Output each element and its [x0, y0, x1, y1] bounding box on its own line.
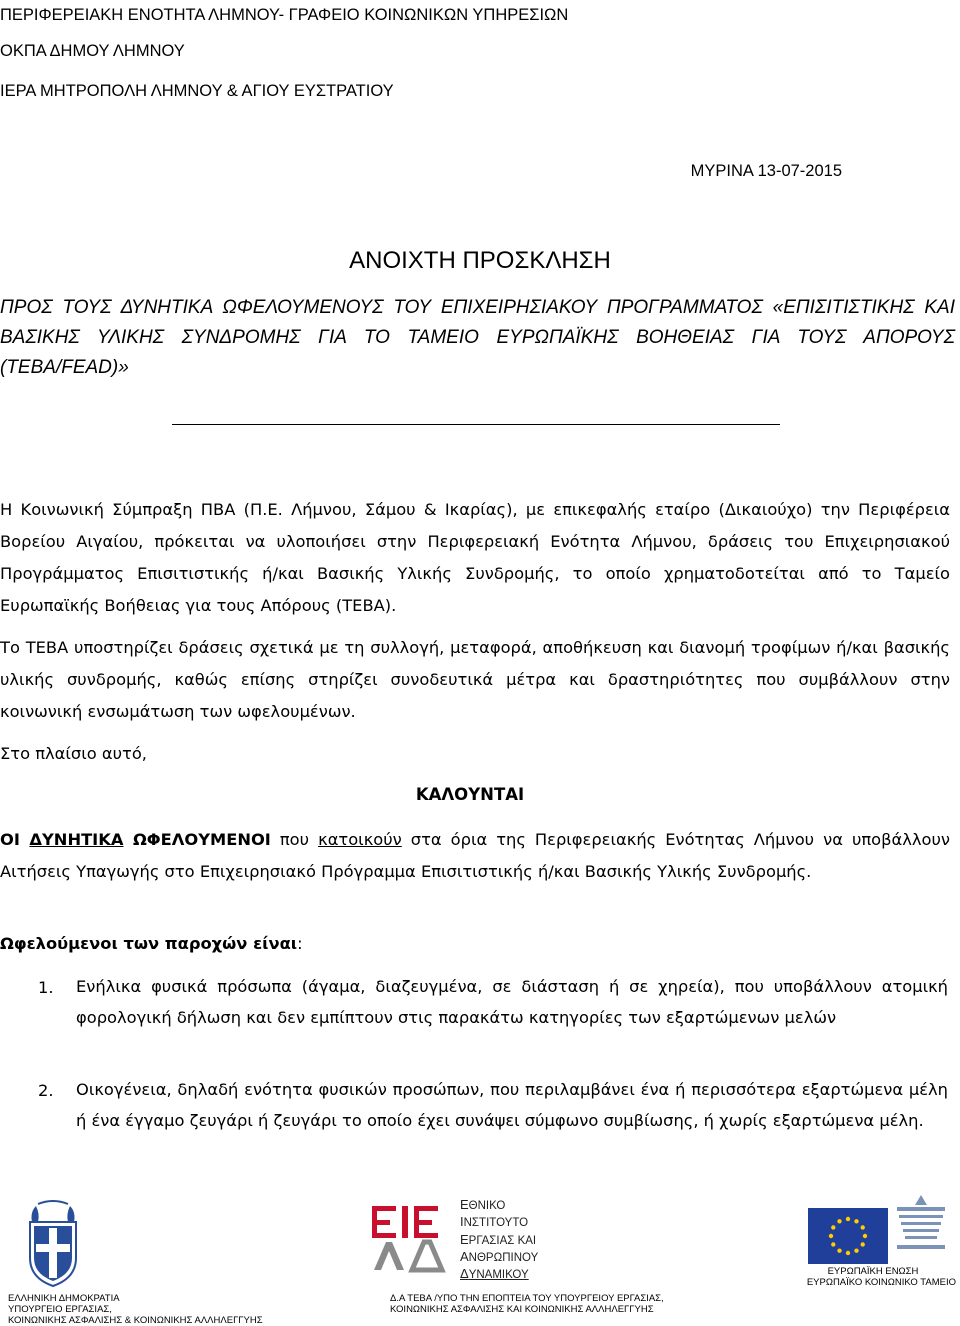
eu-star-icon — [831, 1225, 835, 1229]
list-item-1-text: Ενήλικα φυσικά πρόσωπα (άγαμα, διαζευγμένα, σε διάσταση ή σε χηρεία), που υποβάλλουν ατομική φορολογική δήλωση και δεν εμπίπτουν στις παρακάτω κατηγορίες των εξαρτώμενων μελών — [76, 977, 948, 1027]
paragraph-teva: Το ΤΕΒΑ υποστηρίζει δράσεις σχετικά με τη συλλογή, μεταφορά, αποθήκευση και διανομή τροφίμων ή/και βασικής υλικής συνδρομής, καθώς επίσης στηρίζει συνοδευτικά μέτρα και δραστηριότητες που συμβάλλουν στην κοινωνική ενσωμάτωση των ωφελουμένων. — [0, 638, 950, 721]
eiead-name — [460, 1197, 538, 1283]
footer-right-line-1: ΕΥΡΩΠΑΪΚΗ ΕΝΩΣΗ — [827, 1266, 919, 1277]
divider-line — [172, 424, 780, 425]
footer-right-text — [790, 1266, 956, 1288]
beneficiaries-heading — [0, 928, 950, 960]
eu-star-icon — [846, 1217, 850, 1221]
footer-left-line-3: ΚΟΙΝΩΝΙΚΗΣ ΑΣΦΑΛΙΣΗΣ & ΚΟΙΝΩΝΙΚΗΣ ΑΛΛΗΛΕΓΓΥΗΣ — [8, 1315, 263, 1326]
call-heading: ΚΑΛΟΥΝΤΑΙ — [415, 785, 525, 804]
document-title: ΑΝΟΙΧΤΗ ΠΡΟΣΚΛΗΣΗ — [349, 247, 611, 274]
eu-star-icon — [846, 1251, 850, 1255]
header-line-2: ΟΚΠΑ ΔΗΜΟΥ ΛΗΜΝΟΥ — [0, 42, 185, 60]
eiead-line-5 — [460, 1266, 538, 1283]
eu-star-icon — [837, 1219, 841, 1223]
list-item-1-number: 1. — [38, 978, 54, 997]
eiead-line-2 — [460, 1214, 538, 1231]
eu-star-icon — [861, 1242, 865, 1246]
beneficiaries-label: Ωφελούμενοι των παροχών είναι — [0, 934, 298, 953]
eu-star-icon — [861, 1225, 865, 1229]
eiead-line-3-cap: Ε — [460, 1231, 469, 1247]
eu-star-icon — [863, 1234, 867, 1238]
eiead-line-2-rest: ΝΣΤΙΤΟΥΤΟ — [463, 1217, 529, 1230]
eiead-line-4-rest: ΝΘΡΩΠΙΝΟΥ — [468, 1251, 539, 1264]
eiead-line-1 — [460, 1197, 538, 1214]
greek-emblem-icon — [26, 1200, 80, 1288]
call-oi: ΟΙ — [0, 830, 30, 849]
header-line-3: ΙΕΡΑ ΜΗΤΡΟΠΟΛΗ ΛΗΜΝΟΥ & ΑΓΙΟΥ ΕΥΣΤΡΑΤΙΟΥ — [0, 82, 394, 100]
eiead-line-2-cap: Ι — [460, 1214, 464, 1230]
call-rest: στα όρια της Περιφερειακής Ενότητας Λήμνου να υποβάλλουν Αιτήσεις Υπαγωγής στο Επιχειρησιακό Πρόγραμμα Επισιτιστικής ή/και Βασικής Υλικής Συνδρομής. — [0, 830, 950, 881]
call-katoikoun: κατοικούν — [318, 830, 402, 849]
eiead-line-5-rest: ΥΝΑΜΙΚΟΥ — [468, 1269, 529, 1282]
document-date: ΜΥΡΙΝΑ 13-07-2015 — [690, 162, 842, 180]
eiead-line-1-cap: Ε — [460, 1197, 469, 1212]
eiead-line-3 — [460, 1232, 538, 1249]
eu-star-icon — [829, 1234, 833, 1238]
paragraph-call — [0, 824, 950, 888]
eiead-line-1-rest: ΘΝΙΚΟ — [468, 1200, 506, 1212]
eu-flag-icon — [808, 1208, 888, 1264]
list-item-2-number: 2. — [38, 1081, 54, 1100]
eu-star-icon — [831, 1242, 835, 1246]
footer-left-line-1: ΕΛΛΗΝΙΚΗ ΔΗΜΟΚΡΑΤΙΑ — [8, 1293, 120, 1304]
eiead-logo-icon — [370, 1200, 454, 1276]
call-dynitika: ΔΥΝΗΤΙΚΑ — [29, 830, 124, 849]
footer-left-text — [8, 1293, 263, 1326]
footer-middle-text — [390, 1293, 664, 1315]
eu-commission-logo-icon — [893, 1193, 949, 1261]
footer-middle-line-1: Δ.Α ΤΕΒΑ /ΥΠΟ ΤΗΝ ΕΠΟΠΤΕΙΑ ΤΟΥ ΥΠΟΥΡΓΕΙΟΥ ΕΡΓΑΣΙΑΣ, — [390, 1293, 664, 1304]
eiead-line-4-cap: Α — [460, 1248, 469, 1264]
footer-middle-line-2: ΚΟΙΝΩΝΙΚΗΣ ΑΣΦΑΛΙΣΗΣ ΚΑΙ ΚΟΙΝΩΝΙΚΗΣ ΑΛΛΗΛΕΓΓΥΗΣ — [390, 1304, 654, 1315]
call-ofeloumenoi: ΩΦΕΛΟΥΜΕΝΟΙ — [123, 830, 271, 849]
list-item-2-text: Οικογένεια, δηλαδή ενότητα φυσικών προσώπων, που περιλαμβάνει ένα ή περισσότερα εξαρτώμενα μέλη ή ένα έγγαμο ζευγάρι ή ζευγάρι το οποίο έχει συνάψει σύμφωνο συμβίωσης, ή χωρίς εξαρτώμενα μέλη. — [76, 1080, 948, 1130]
footer-right-line-2: ΕΥΡΩΠΑΪΚΟ ΚΟΙΝΩΝΙΚΟ ΤΑΜΕΙΟ — [806, 1277, 956, 1288]
paragraph-context: Στο πλαίσιο αυτό, — [0, 744, 147, 763]
eu-star-icon — [854, 1219, 858, 1223]
footer-left-line-2: ΥΠΟΥΡΓΕΙΟ ΕΡΓΑΣΙΑΣ, — [8, 1304, 112, 1315]
call-pou: που — [270, 830, 319, 849]
header-line-1: ΠΕΡΙΦΕΡΕΙΑΚΗ ΕΝΟΤΗΤΑ ΛΗΜΝΟΥ- ΓΡΑΦΕΙΟ ΚΟΙΝΩΝΙΚΩΝ ΥΠΗΡΕΣΙΩΝ — [0, 6, 569, 24]
document-subtitle: ΠΡΟΣ ΤΟΥΣ ΔΥΝΗΤΙΚΑ ΩΦΕΛΟΥΜΕΝΟΥΣ ΤΟΥ ΕΠΙΧΕΙΡΗΣΙΑΚΟΥ ΠΡΟΓΡΑΜΜΑΤΟΣ «ΕΠΙΣΙΤΙΣΤΙΚΗΣ ΚΑΙ ΒΑΣΙΚΗΣ ΥΛΙΚΗΣ ΣΥΝΔΡΟΜΗΣ ΓΙΑ ΤΟ ΤΑΜΕΙΟ ΕΥΡΩΠΑΪΚΗΣ ΒΟΗΘΕΙΑΣ ΓΙΑ ΤΟΥΣ ΑΠΟΡΟΥΣ (ΤΕΒΑ/FEAD)» — [0, 297, 955, 378]
paragraph-intro: Η Κοινωνική Σύμπραξη ΠΒΑ (Π.Ε. Λήμνου, Σάμου & Ικαρίας), με επικεφαλής εταίρο (Δικαιούχο) την Περιφέρεια Βορείου Αιγαίου, πρόκειται να υλοποιήσει στην Περιφερειακή Ενότητα Λήμνου, δράσεις του Επιχειρησιακού Προγράμματος Επισιτιστικής ή/και Βασικής Υλικής Συνδρομής, το οποίο χρηματοδοτείται από το Ταμείο Ευρωπαϊκής Βοήθειας για τους Απόρους (ΤΕΒΑ). — [0, 500, 950, 615]
eiead-line-5-cap: Δ — [460, 1266, 469, 1282]
beneficiaries-colon: : — [297, 934, 303, 953]
eu-star-icon — [854, 1249, 858, 1253]
eiead-line-3-rest: ΡΓΑΣΙΑΣ ΚΑΙ — [468, 1234, 537, 1247]
eu-star-icon — [837, 1249, 841, 1253]
eiead-line-4 — [460, 1249, 538, 1266]
